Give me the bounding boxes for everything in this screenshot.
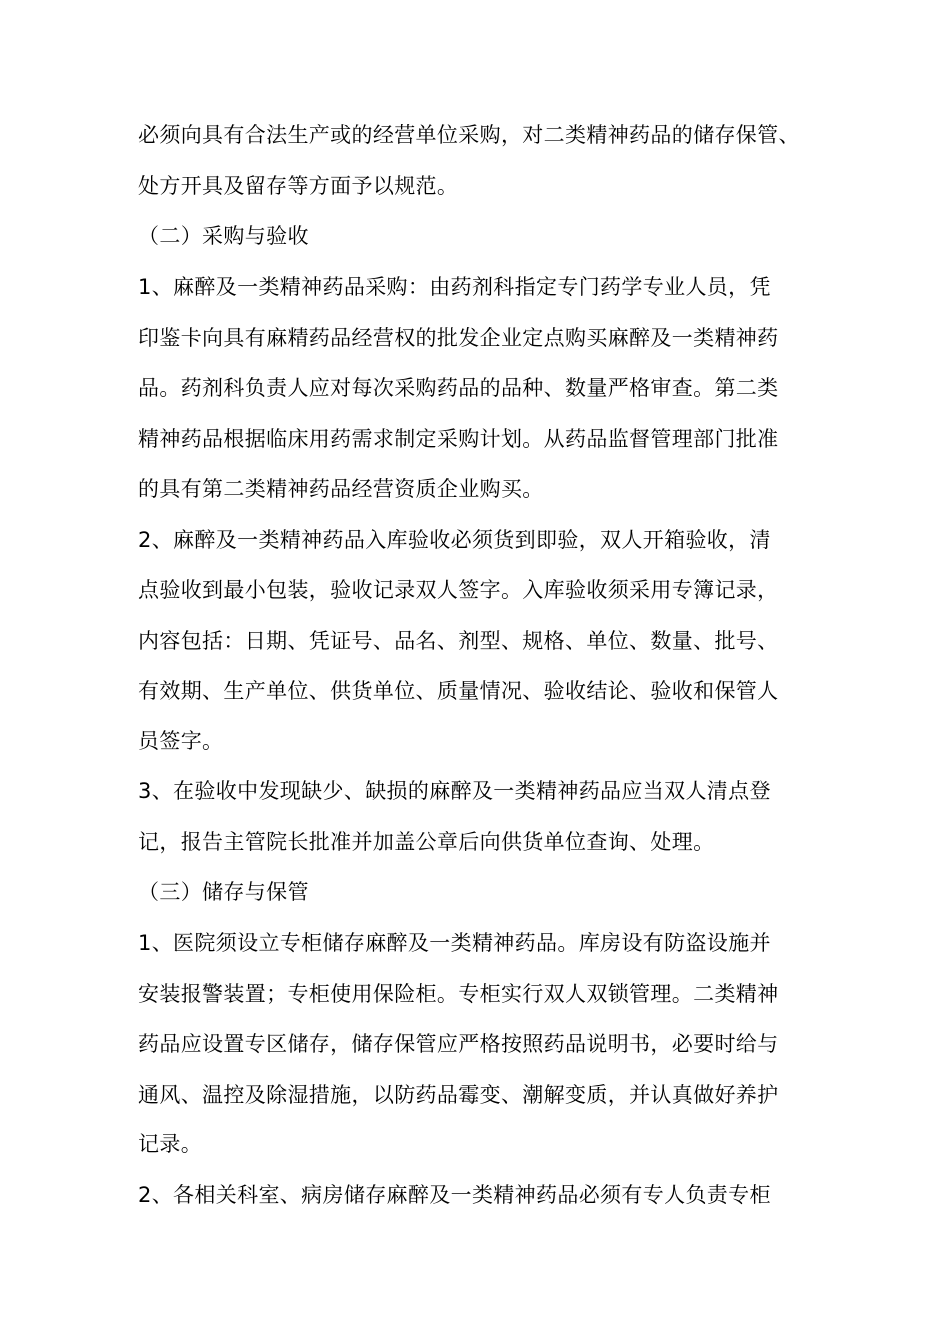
text-line: 2、各相关科室、病房储存麻醉及一类精神药品必须有专人负责专柜 <box>138 1183 771 1207</box>
text-line: 必须向具有合法生产或的经营单位采购，对二类精神药品的储存保管、 <box>138 123 800 147</box>
section-heading: （三）储存与保管 <box>138 880 309 904</box>
text-line: 点验收到最小包装，验收记录双人签字。入库验收须采用专簿记录， <box>138 578 779 602</box>
text-line: 有效期、生产单位、供货单位、质量情况、验收结论、验收和保管人 <box>138 679 779 703</box>
text-line: 1、医院须设立专柜储存麻醉及一类精神药品。库房设有防盗设施并 <box>138 931 771 955</box>
text-line: 品。药剂科负责人应对每次采购药品的品种、数量严格审查。第二类 <box>138 376 779 400</box>
text-line: 员签字。 <box>138 729 224 753</box>
text-line: 3、在验收中发现缺少、缺损的麻醉及一类精神药品应当双人清点登 <box>138 779 771 803</box>
text-line: 记，报告主管院长批准并加盖公章后向供货单位查询、处理。 <box>138 830 715 854</box>
text-line: 处方开具及留存等方面予以规范。 <box>138 174 459 198</box>
text-line: 安装报警装置；专柜使用保险柜。专柜实行双人双锁管理。二类精神 <box>138 982 779 1006</box>
text-line: 药品应设置专区储存，储存保管应严格按照药品说明书，必要时给与 <box>138 1032 779 1056</box>
text-line: 的具有第二类精神药品经营资质企业购买。 <box>138 477 544 501</box>
section-heading: （二）采购与验收 <box>138 224 309 248</box>
text-line: 2、麻醉及一类精神药品入库验收必须货到即验，双人开箱验收，清 <box>138 528 771 552</box>
text-line: 精神药品根据临床用药需求制定采购计划。从药品监督管理部门批准 <box>138 427 779 451</box>
text-line: 1、麻醉及一类精神药品采购：由药剂科指定专门药学专业人员，凭 <box>138 275 771 299</box>
text-line: 内容包括：日期、凭证号、品名、剂型、规格、单位、数量、批号、 <box>138 629 779 653</box>
text-line: 记录。 <box>138 1132 203 1156</box>
text-line: 印鉴卡向具有麻精药品经营权的批发企业定点购买麻醉及一类精神药 <box>138 326 779 350</box>
text-line: 通风、温控及除湿措施，以防药品霉变、潮解变质，并认真做好养护 <box>138 1083 779 1107</box>
